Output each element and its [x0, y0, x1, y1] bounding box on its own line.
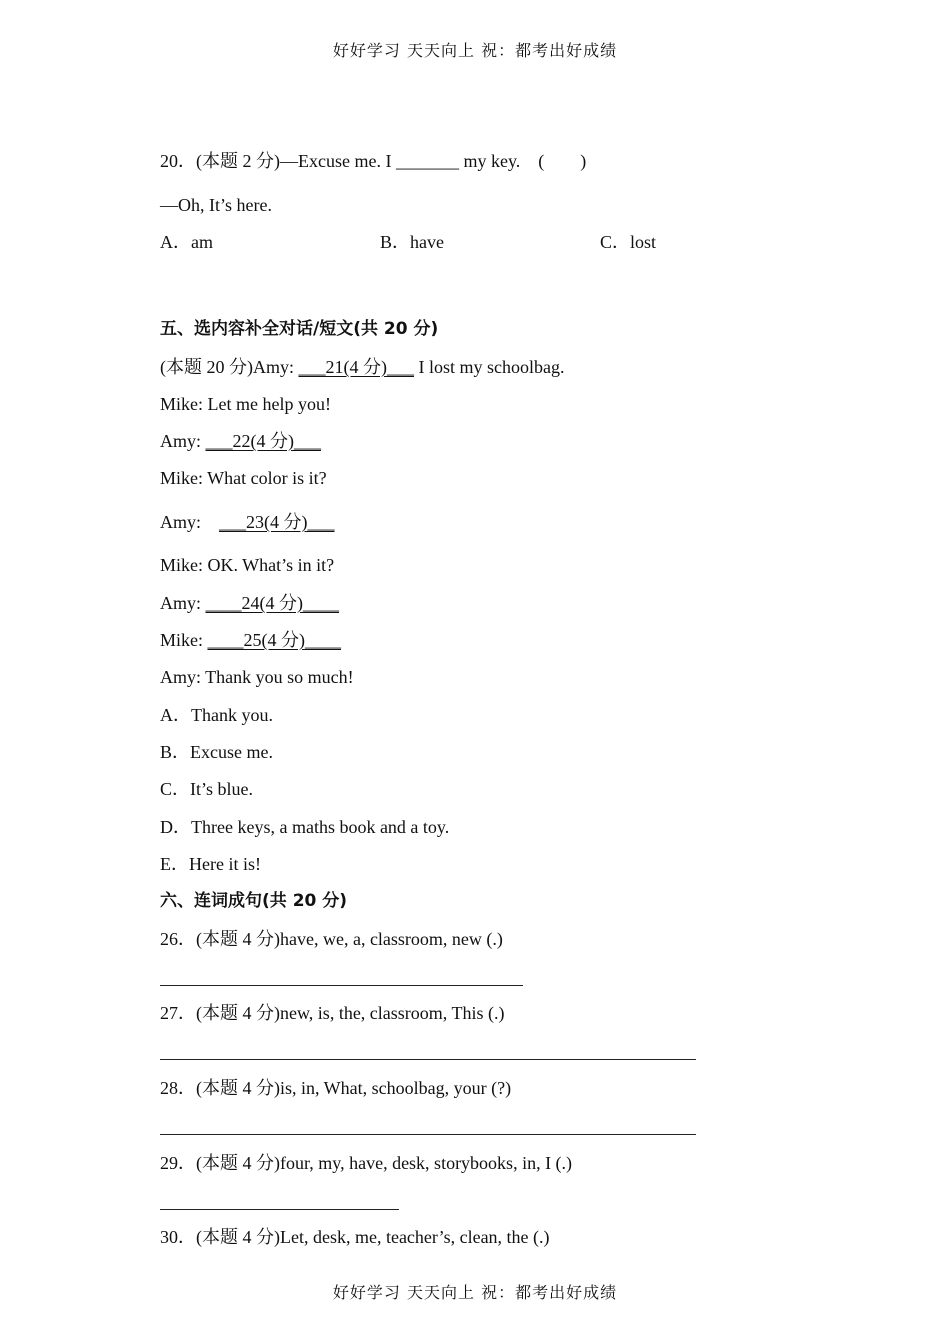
blank-23: ___23(4 分)___: [219, 512, 335, 532]
section-5-option-b: B．Excuse me.: [160, 742, 273, 762]
dialogue-line-7: [160, 592, 339, 614]
page-header: 好好学习 天天向上 祝：都考出好成绩: [332, 41, 618, 60]
dialogue-line-6: Mike: OK. What’s in it?: [160, 555, 335, 575]
page-footer: 好好学习 天天向上 祝：都考出好成绩: [332, 1283, 618, 1302]
section-5-option-c: C．It’s blue.: [160, 779, 253, 799]
section-5-option-e: E．Here it is!: [160, 854, 261, 874]
blank-21: ___21(4 分)___: [298, 357, 414, 377]
question-20-stem: 20．(本题 2 分)—Excuse me. I _______ my key. ( ): [160, 151, 587, 171]
blank-22: ___22(4 分)___: [205, 431, 322, 451]
answer-line-29: [160, 1209, 399, 1210]
question-30: 30．(本题 4 分)Let, desk, me, teacher’s, clean, the (.): [160, 1227, 550, 1247]
dialogue-line-8: [160, 629, 341, 651]
dialogue-line-2: Mike: Let me help you!: [160, 394, 331, 414]
question-20-reply: —Oh, It’s here.: [160, 195, 272, 215]
answer-line-28: [160, 1134, 696, 1135]
section-5-option-a: A．Thank you.: [160, 705, 273, 725]
blank-25: ____25(4 分)____: [207, 630, 341, 650]
blank-24: ____24(4 分)____: [205, 593, 340, 613]
answer-line-26: [160, 985, 523, 986]
section-5-option-d: D．Three keys, a maths book and a toy.: [160, 817, 450, 837]
dialogue-line-5: [160, 511, 335, 533]
question-26: 26．(本题 4 分)have, we, a, classroom, new (.): [160, 929, 503, 949]
answer-line-27: [160, 1059, 696, 1060]
section-5-title: 五、选内容补全对话/短文(共 20 分): [160, 319, 439, 339]
dialogue-line-8-prefix: Mike:: [160, 630, 208, 650]
dialogue-line-5-prefix: Amy:: [160, 512, 220, 532]
dialogue-line-9: Amy: Thank you so much!: [160, 667, 354, 687]
dialogue-line-3: [160, 430, 321, 452]
dialogue-line-7-prefix: Amy:: [160, 593, 206, 613]
question-20-option-b: B．have: [380, 232, 444, 252]
dialogue-line-1-prefix: (本题 20 分)Amy:: [160, 357, 299, 377]
dialogue-line-4: Mike: What color is it?: [160, 468, 327, 488]
question-27: 27．(本题 4 分)new, is, the, classroom, This (.): [160, 1003, 505, 1023]
dialogue-line-1-suffix: I lost my schoolbag.: [414, 357, 565, 377]
question-20-option-c: C．lost: [600, 232, 657, 252]
question-29: 29．(本题 4 分)four, my, have, desk, storybooks, in, I (.): [160, 1153, 573, 1173]
section-6-title: 六、连词成句(共 20 分): [160, 891, 348, 911]
question-20-option-a: A．am: [160, 232, 213, 252]
dialogue-line-1: [160, 356, 565, 378]
question-28: 28．(本题 4 分)is, in, What, schoolbag, your (?): [160, 1078, 512, 1098]
dialogue-line-3-prefix: Amy:: [160, 431, 206, 451]
